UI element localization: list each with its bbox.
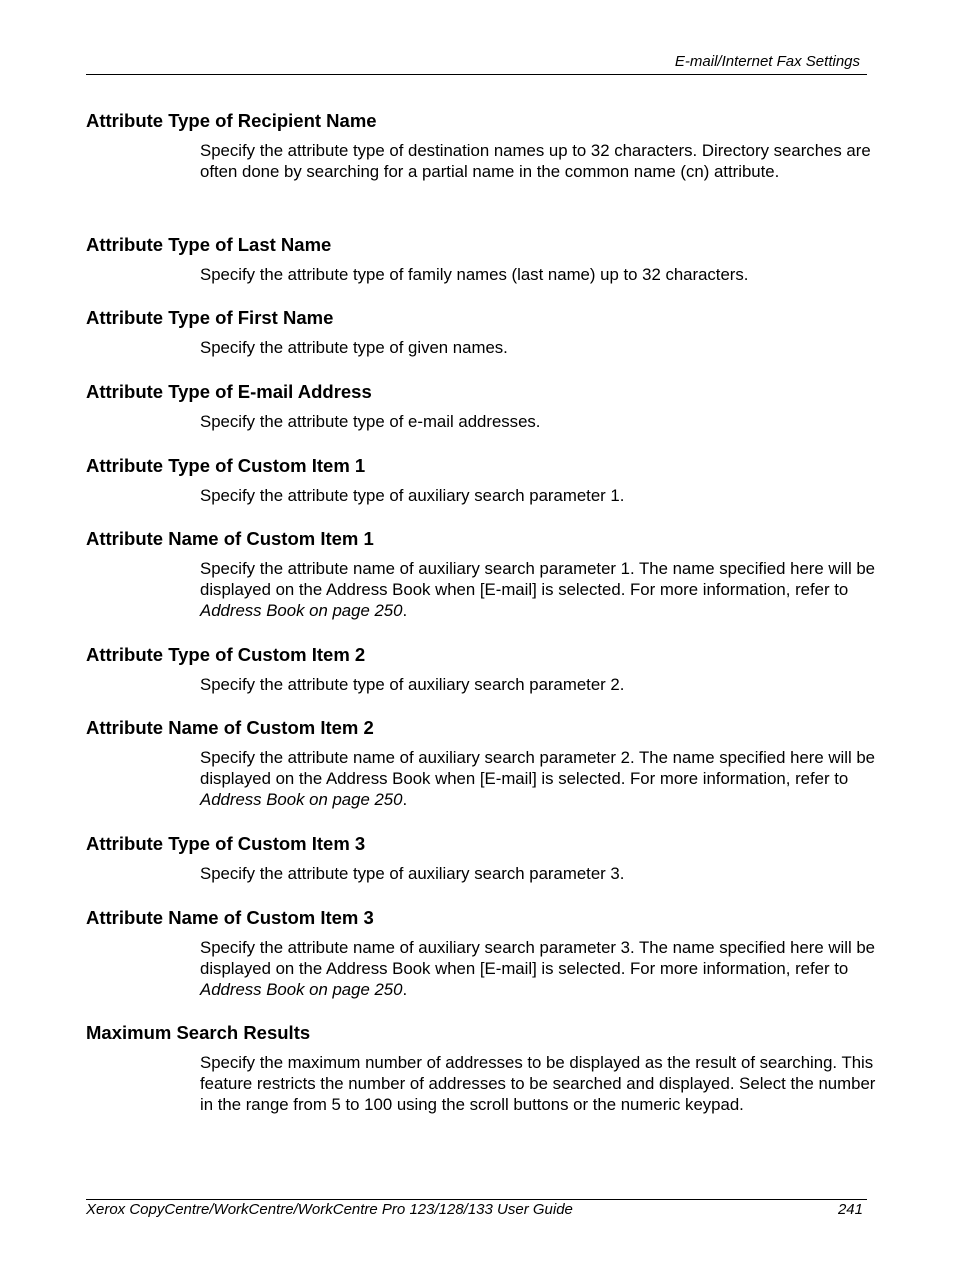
- section-recipient-name: [86, 110, 876, 182]
- section-heading: Attribute Type of E-mail Address: [86, 381, 372, 402]
- cross-reference-link[interactable]: Address Book on page 250: [200, 601, 403, 620]
- page-number: 241: [837, 1201, 863, 1218]
- section-body: [200, 558, 876, 621]
- section-name-custom-3: [86, 907, 876, 1000]
- page-footer: [86, 1199, 867, 1224]
- section-heading: Attribute Type of Custom Item 1: [86, 455, 366, 476]
- section-last-name: [86, 234, 876, 285]
- section-type-custom-1: [86, 455, 876, 506]
- cross-reference-link[interactable]: Address Book on page 250: [200, 980, 403, 999]
- cross-reference-link[interactable]: Address Book on page 250: [200, 790, 403, 809]
- section-name-custom-2: [86, 717, 876, 810]
- section-type-custom-2: [86, 644, 876, 695]
- section-heading: Attribute Type of Recipient Name: [86, 110, 377, 131]
- section-heading: Attribute Name of Custom Item 3: [86, 907, 374, 928]
- section-heading: Attribute Name of Custom Item 1: [86, 528, 374, 549]
- body-tail: .: [402, 980, 408, 999]
- section-name-custom-1: [86, 528, 876, 621]
- section-body: Specify the attribute type of auxiliary search parameter 2.: [200, 675, 625, 694]
- page-header: [86, 52, 867, 75]
- section-heading: Attribute Type of Custom Item 3: [86, 833, 366, 854]
- section-heading: Maximum Search Results: [86, 1022, 311, 1043]
- footer-guide-title: Xerox CopyCentre/WorkCentre/WorkCentre Pro 123/128/133 User Guide: [86, 1201, 573, 1218]
- section-body: Specify the attribute type of family names (last name) up to 32 characters.: [200, 265, 749, 284]
- body-tail: .: [402, 601, 408, 620]
- body-tail: .: [402, 790, 408, 809]
- body-text: Specify the attribute name of auxiliary search parameter 1. The name specified here will be displayed on the Address Book when [E-mail] is selected. For more information, refer to: [200, 559, 876, 599]
- section-body: Specify the attribute type of destination names up to 32 characters. Directory searches are often done by searching for a partial name in the common name (cn) attribute.: [200, 141, 871, 181]
- section-heading: Attribute Type of Custom Item 2: [86, 644, 366, 665]
- section-max-search-results: [86, 1022, 876, 1115]
- section-body: Specify the attribute type of auxiliary search parameter 1.: [200, 486, 625, 505]
- section-heading: Attribute Type of First Name: [86, 307, 334, 328]
- section-email-address: [86, 381, 876, 432]
- section-body: Specify the maximum number of addresses to be displayed as the result of searching. This feature restricts the number of addresses to be searched and displayed. Select the number in the range from 5 to 100 using the scroll buttons or the numeric keypad.: [200, 1053, 876, 1114]
- section-body: Specify the attribute type of auxiliary search parameter 3.: [200, 864, 625, 883]
- section-body: Specify the attribute type of given names.: [200, 338, 508, 357]
- body-text: Specify the attribute name of auxiliary search parameter 2. The name specified here will be displayed on the Address Book when [E-mail] is selected. For more information, refer to: [200, 748, 876, 788]
- section-heading: Attribute Name of Custom Item 2: [86, 717, 374, 738]
- section-heading: Attribute Type of Last Name: [86, 234, 332, 255]
- section-body: Specify the attribute type of e-mail addresses.: [200, 412, 541, 431]
- section-body: [200, 937, 876, 1000]
- section-body: [200, 747, 876, 810]
- body-text: Specify the attribute name of auxiliary search parameter 3. The name specified here will be displayed on the Address Book when [E-mail] is selected. For more information, refer to: [200, 938, 876, 978]
- running-header-title: E-mail/Internet Fax Settings: [674, 53, 860, 70]
- section-first-name: [86, 307, 876, 358]
- section-type-custom-3: [86, 833, 876, 884]
